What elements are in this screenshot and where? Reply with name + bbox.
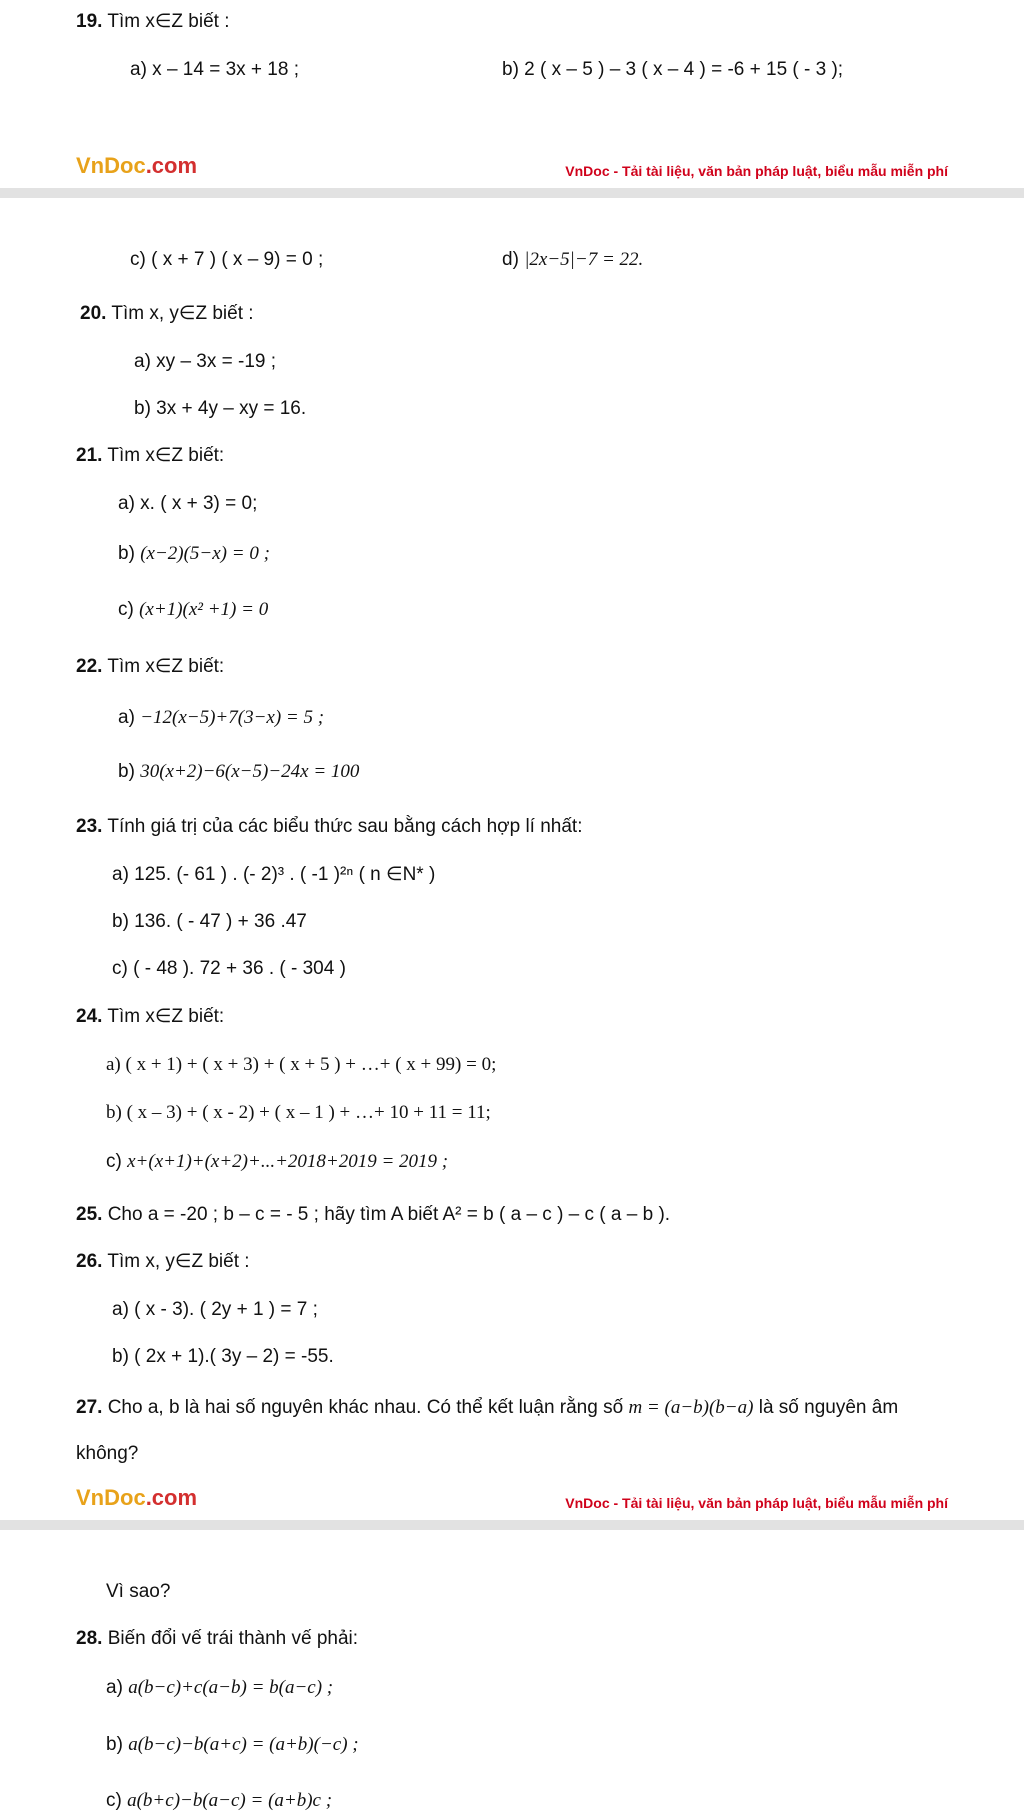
ex27-line3: Vì sao? xyxy=(106,1581,171,1602)
ex26-title xyxy=(76,1250,250,1274)
ex21-number: 21. xyxy=(76,445,103,466)
ex22-a xyxy=(118,706,324,730)
ex25 xyxy=(76,1203,670,1227)
page-separator-band xyxy=(0,188,1024,198)
ex28-b xyxy=(106,1733,359,1757)
ex26-b: b) ( 2x + 1).( 3y – 2) = -55. xyxy=(112,1346,334,1367)
ex22-b-label: b) xyxy=(118,761,135,782)
ex23-title-text: Tính giá trị của các biểu thức sau bằng cách hợp lí nhất: xyxy=(107,816,583,837)
ex24-c-label: c) xyxy=(106,1151,122,1172)
ex23-a: a) 125. (- 61 ) . (- 2)³ . ( -1 )²ⁿ ( n ∈N* ) xyxy=(112,864,436,885)
ex22-b-formula: 30(x+2)−6(x−5)−24x = 100 xyxy=(140,761,360,782)
ex22-a-formula: −12(x−5)+7(3−x) = 5 ; xyxy=(140,707,325,728)
ex22-b xyxy=(118,760,359,784)
ex19-d-formula: |2x−5|−7 = 22. xyxy=(524,249,644,270)
ex21-title-text: Tìm x∈Z biết: xyxy=(107,445,225,466)
ex24-title-text: Tìm x∈Z biết: xyxy=(107,1006,225,1027)
ex26-title-text: Tìm x, y∈Z biết : xyxy=(107,1251,250,1272)
ex21-c-formula: (x+1)(x² +1) = 0 xyxy=(139,599,269,620)
ex26-number: 26. xyxy=(76,1251,103,1272)
vndoc-logo[interactable] xyxy=(76,152,197,180)
ex24-a: a) ( x + 1) + ( x + 3) + ( x + 5 ) + …+ ( x + 99) = 0; xyxy=(106,1054,497,1075)
ex22-number: 22. xyxy=(76,656,103,677)
header-tagline-2[interactable]: VnDoc - Tải tài liệu, văn bản pháp luật, biểu mẫu miễn phí xyxy=(565,1495,948,1511)
logo-vndoc-text-2: VnDoc xyxy=(76,1485,146,1510)
ex27-number: 27. xyxy=(76,1397,103,1418)
ex20-title xyxy=(80,302,254,326)
ex22-title-text: Tìm x∈Z biết: xyxy=(107,656,225,677)
ex26-a: a) ( x - 3). ( 2y + 1 ) = 7 ; xyxy=(112,1299,318,1320)
ex20-title-text: Tìm x, y∈Z biết : xyxy=(111,303,254,324)
ex19-title-text: Tìm x∈Z biết : xyxy=(107,11,230,32)
page-separator-band-2 xyxy=(0,1520,1024,1530)
logo-dotcom-text-2: .com xyxy=(145,1485,198,1510)
ex21-title xyxy=(76,444,224,468)
ex27-formula: m = (a−b)(b−a) xyxy=(628,1397,754,1418)
ex28-a-formula: a(b−c)+c(a−b) = b(a−c) ; xyxy=(128,1677,334,1698)
ex21-c-label: c) xyxy=(118,599,134,620)
header-tagline[interactable]: VnDoc - Tải tài liệu, văn bản pháp luật, biểu mẫu miễn phí xyxy=(565,163,948,179)
ex19-c: c) ( x + 7 ) ( x – 9) = 0 ; xyxy=(130,249,324,270)
ex28-c xyxy=(106,1789,332,1813)
ex28-b-label: b) xyxy=(106,1734,123,1755)
ex28-c-label: c) xyxy=(106,1790,122,1811)
ex21-a: a) x. ( x + 3) = 0; xyxy=(118,493,258,514)
ex19-b: b) 2 ( x – 5 ) – 3 ( x – 4 ) = -6 + 15 ( - 3 ); xyxy=(502,59,844,80)
ex28-title xyxy=(76,1627,358,1651)
ex25-number: 25. xyxy=(76,1204,103,1225)
ex19-title xyxy=(76,10,229,34)
logo-vndoc-text: VnDoc xyxy=(76,153,146,178)
ex21-b xyxy=(118,542,270,566)
ex21-b-label: b) xyxy=(118,543,135,564)
ex27-line2: không? xyxy=(76,1443,139,1464)
ex28-c-formula: a(b+c)−b(a−c) = (a+b)c ; xyxy=(127,1790,333,1811)
ex24-c-formula: x+(x+1)+(x+2)+...+2018+2019 = 2019 ; xyxy=(127,1151,449,1172)
ex20-a: a) xy – 3x = -19 ; xyxy=(134,351,277,372)
ex20-b: b) 3x + 4y – xy = 16. xyxy=(134,398,307,419)
ex22-title xyxy=(76,655,224,679)
ex27-line1-post: là số nguyên âm xyxy=(758,1397,899,1418)
ex23-c: c) ( - 48 ). 72 + 36 . ( - 304 ) xyxy=(112,958,346,979)
ex24-b: b) ( x – 3) + ( x - 2) + ( x – 1 ) + …+ 10 + 11 = 11; xyxy=(106,1102,491,1123)
ex28-number: 28. xyxy=(76,1628,103,1649)
ex19-a: a) x – 14 = 3x + 18 ; xyxy=(130,59,299,80)
ex19-d xyxy=(502,248,643,272)
ex19-number: 19. xyxy=(76,11,103,32)
vndoc-logo-2[interactable] xyxy=(76,1484,197,1512)
ex20-number: 20. xyxy=(80,303,107,324)
ex21-b-formula: (x−2)(5−x) = 0 ; xyxy=(140,543,270,564)
logo-dotcom-text: .com xyxy=(145,153,198,178)
ex24-c xyxy=(106,1150,448,1174)
ex28-a-label: a) xyxy=(106,1677,123,1698)
ex23-b: b) 136. ( - 47 ) + 36 .47 xyxy=(112,911,307,932)
ex27-line1-pre: Cho a, b là hai số nguyên khác nhau. Có thể kết luận rằng số xyxy=(107,1397,624,1418)
ex28-a xyxy=(106,1676,333,1700)
ex23-number: 23. xyxy=(76,816,103,837)
ex23-title xyxy=(76,815,582,839)
ex24-title xyxy=(76,1005,224,1029)
ex27-line1 xyxy=(76,1396,898,1420)
ex21-c xyxy=(118,598,268,622)
ex24-number: 24. xyxy=(76,1006,103,1027)
ex22-a-label: a) xyxy=(118,707,135,728)
ex28-title-text: Biến đổi vế trái thành vế phải: xyxy=(107,1628,359,1649)
ex25-text: Cho a = -20 ; b – c = - 5 ; hãy tìm A biết A² = b ( a – c ) – c ( a – b ). xyxy=(107,1204,671,1225)
ex28-b-formula: a(b−c)−b(a+c) = (a+b)(−c) ; xyxy=(128,1734,359,1755)
ex19-d-label: d) xyxy=(502,249,519,270)
